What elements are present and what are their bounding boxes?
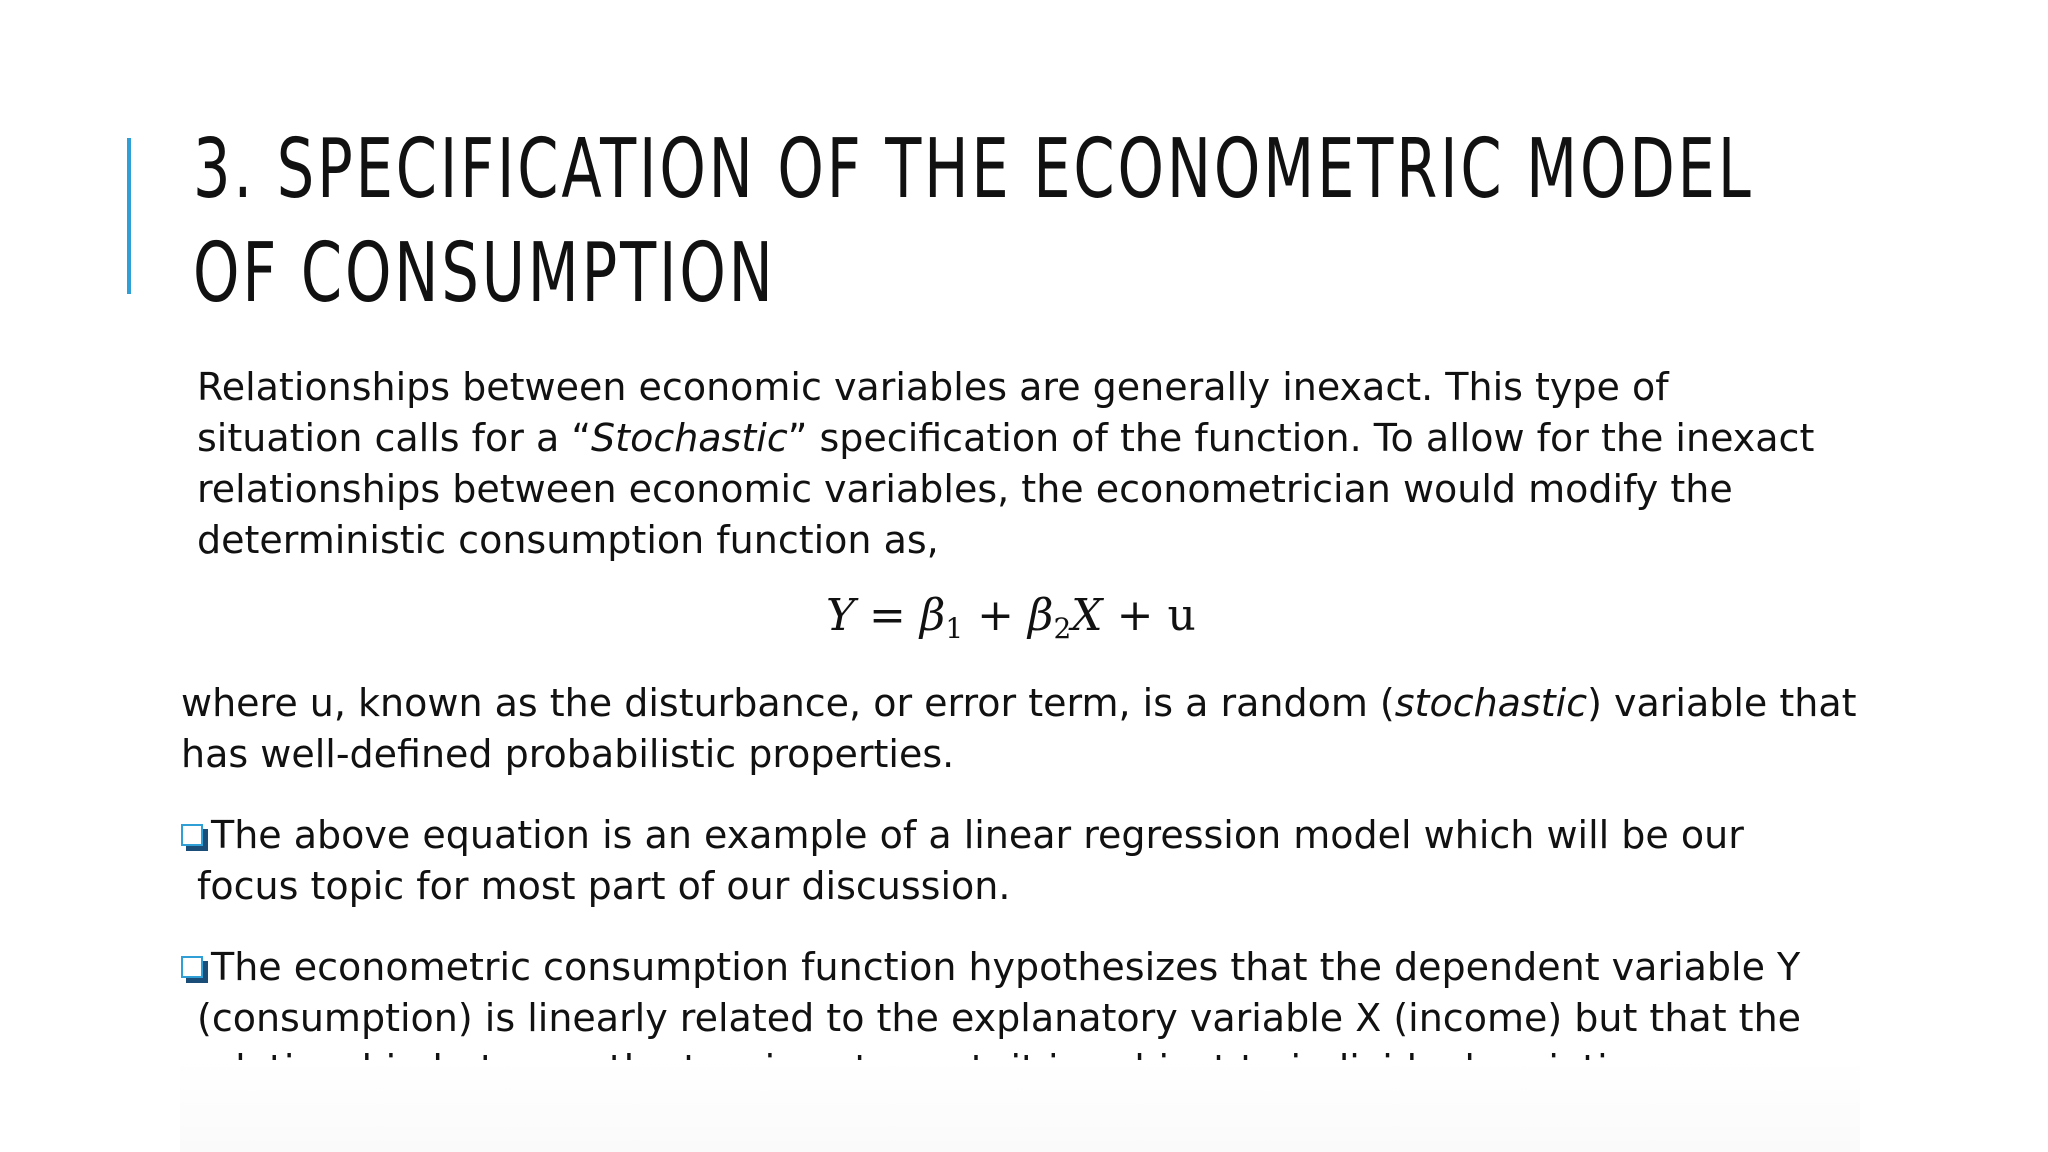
equation-y: Y — [826, 590, 856, 641]
stochastic-emphasis: Stochastic — [591, 416, 788, 460]
bullet-1-line-1: The above equation is an example of a linear regression model which will be our — [211, 813, 1744, 857]
intro-line-1: Relationships between economic variables are generally inexact. This type of — [197, 365, 1669, 409]
checkbox-bullet-icon — [181, 956, 207, 982]
where-paragraph — [181, 678, 1857, 780]
regression-equation — [826, 588, 1196, 657]
where-line-1-start: where u, known as the disturbance, or error term, is a random ( — [181, 681, 1395, 725]
where-line-1 — [181, 678, 1857, 729]
bullet-1-line-1-row — [181, 810, 1744, 861]
stochastic-emphasis-2: stochastic — [1394, 681, 1588, 725]
intro-line-2-end: ” specification of the function. To allow for the inexact — [787, 416, 1815, 460]
where-line-1-end: ) variable that — [1587, 681, 1857, 725]
bullet-item-1 — [181, 810, 1744, 912]
equation-x: X — [1071, 590, 1103, 641]
intro-paragraph — [197, 362, 1814, 566]
equation-plus-1: + — [963, 590, 1028, 641]
equation-beta-2: β — [1028, 590, 1054, 641]
equation-equals: = — [855, 590, 920, 641]
intro-line-4: deterministic consumption function as, — [197, 518, 939, 562]
equation-beta-1: β — [919, 590, 946, 641]
intro-line-3: relationships between economic variables, the econometrician would modify the — [197, 467, 1733, 511]
equation-sub-1: 1 — [945, 612, 964, 645]
bullet-2-line-1-row — [181, 942, 1801, 993]
intro-line-2-start: situation calls for a “ — [197, 416, 592, 460]
slide-title-line-2: OF CONSUMPTION — [193, 226, 776, 321]
equation-u: u — [1167, 590, 1196, 641]
title-accent-bar — [127, 138, 131, 294]
bullet-2-line-2: (consumption) is linearly related to the explanatory variable X (income) but that the — [197, 996, 1802, 1040]
intro-line-2 — [197, 413, 1814, 464]
bullet-1-line-2: focus topic for most part of our discussion. — [197, 864, 1011, 908]
footer-shade — [180, 1060, 1860, 1152]
slide-title — [193, 118, 1754, 326]
where-line-2: has well-defined probabilistic properties. — [181, 732, 955, 776]
checkbox-bullet-icon — [181, 824, 207, 850]
bullet-2-line-1: The econometric consumption function hypothesizes that the dependent variable Y — [211, 945, 1801, 989]
slide-title-line-1: 3. SPECIFICATION OF THE ECONOMETRIC MODEL — [193, 122, 1754, 217]
equation-plus-2: + — [1102, 590, 1168, 641]
equation-sub-2: 2 — [1053, 612, 1072, 645]
